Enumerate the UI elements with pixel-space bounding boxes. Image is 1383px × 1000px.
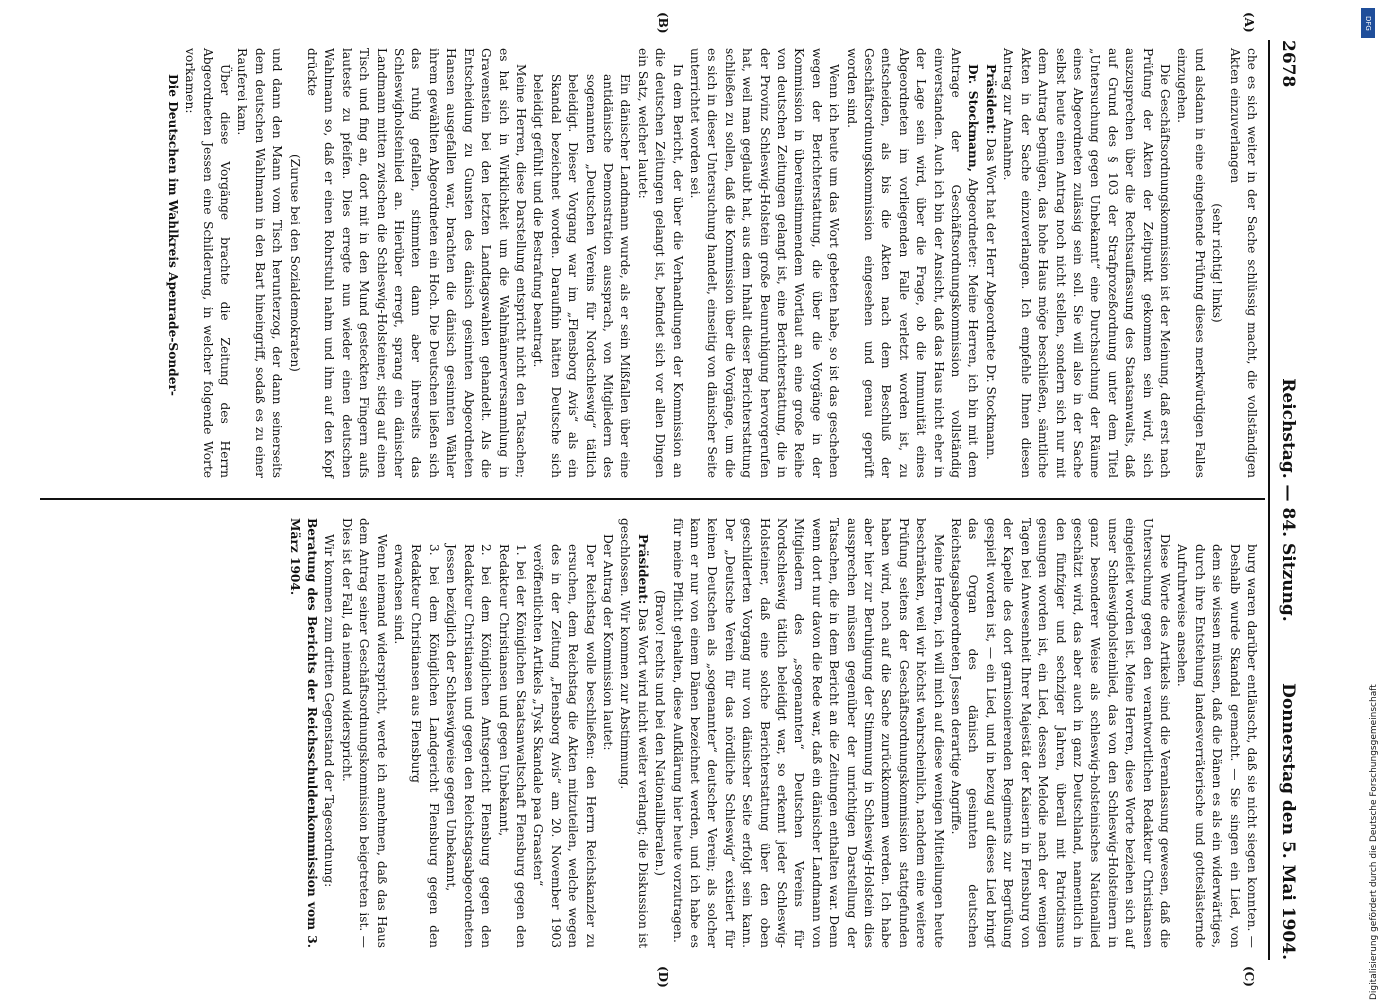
speaker-label: Präsident: <box>983 64 998 135</box>
header-rule <box>1268 40 1270 960</box>
paragraph: Abgeordneter: Meine Herren, ich bin mit dem Antrage der Geschäftsordnungskommission vollständig einverstanden. Auch ich bin der Ansicht, daß das Haus nicht eher in der Lage sein wird, über die Frage, ob die Immunität eines Abgeordneten im vorliegenden Falle verletzt worden ist, zu entscheiden, als bis die Akten nach dem Beschluß der Geschäftsordnungskommission eingesehen und genau geprüft worden sind. <box>844 48 981 479</box>
paragraph: Diese Worte des Artikels sind die Veranlassung gewesen, daß die Untersuchung gegen den verantwortlichen Redakteur Christiansen eingeleitet worden ist. Meine Herren, diese Worte beziehen sich auf unser Schleswigholsteinlied, das von den Schleswig-Holsteinern in ganz besonderer Weise als schleswig-holsteinisches Nationallied geschätzt wird, das aber auch in ganz Deutschland, namentlich in den fünfziger und sechziger Jahren, überall mit Patriotismus gesungen worden ist, ein Lied, dessen Melodie nach der wenigen Tagen bei Anwesenheit Ihrer Majestät der Kaiserin in Flensburg von der Kapelle des dort garnisonierenden Regiments zur Begrüßung gespielt worden ist, — ein Lied, und in bezug auf dieses Lied bringt das Organ des dänisch gesinnten deutschen Reichstagsabgeordneten Jessen derartige Angriffe. <box>949 518 1172 948</box>
margin-marker-a: (A) <box>1242 12 1256 33</box>
paragraph: Der Antrag der Kommission lautet: <box>600 534 615 751</box>
interjection: (sehr richtig! links) <box>1210 203 1225 323</box>
interjection: (Bravo! rechts und bei den Nationalliberalen.) <box>653 589 668 876</box>
speaker-label: Dr. Stockmann, <box>966 64 981 172</box>
paragraph: Meine Herren, diese Darstellung entspricht nicht den Tatsachen; es hat sich in Wirklichkeit um die Wahlmännerversammlung in Gravenstein bei den letzten Landtagswahlen gehandelt. Als die Entscheidung zu Gunsten des dänisch gesinnten Abgeordneten Hansen ausgefallen war, brachten die dänisch gesinnten Wähler ihrem gewählten Abgeordneten ein Hoch. Die Deutschen ließen sich das ruhig gefallen, stimmten dann aber ihrerseits das Schleswigholsteinlied an. Hierüber erregt, sprang ein dänischer Landmann mitten zwischen die Schleswig-Holsteiner, stieg auf einen Tisch und fing an, dort mit in den Mund gesteckten Fingern aufs lauteste zu pfeifen. Dies erregte nun wieder einen deutschen Wahlmann so, daß er einen Rohrstuhl nahm und ihm auf den Kopf drückte <box>305 48 528 478</box>
list-item: 1. bei der Königlichen Staatsanwaltschaft Flensburg gegen den Redakteur Christiansen und gegen Unbekannt, <box>496 544 528 948</box>
margin-marker-b: (B) <box>656 12 670 34</box>
paragraph: Meine Herren, ich will mich auf diese wenigen Mitteilungen heute beschränken, weil wir höchst wahrscheinlich, nachdem eine weitere Prüfung seitens der Geschäftsordnungskommission stattgefunden haben wird, noch auf die Sache zurückkommen werden. Ich habe aber hier zur Beruhigung der Stimmung in Schleswig-Holstein dies aussprechen müssen gegenüber der unrichtigen Darstellung der Tatsachen, die in dem Bericht an die Zeitungen enthalten war. Denn wenn dort nur davon die Rede war, daß ein dänischer Landmann von Mitgliedern des „sogenannten“ Deutschen Vereins für Nordschleswig tätlich beleidigt war, so erkennt jeder Schleswig-Holsteiner, daß eine solche Berichterstattung über den oben geschilderten Vorgang nur von dänischer Seite erfolgt sein kann. Der „Deutsche Verein für das nördliche Schleswig“ existiert für keinen Deutschen als „sogenannter“ deutscher Verein; als solcher kann er nur von einem Dänen bezeichnet werden, und ich habe es für meine Pflicht gehalten, diese Aufklärung hier heute vorzutragen. <box>670 518 946 948</box>
session-title: Reichstag. — 84. Sitzung. <box>1278 378 1298 622</box>
margin-marker-c: (C) <box>1242 966 1256 987</box>
list-item: 3. bei dem Königlichen Landgericht Flensburg gegen den Redakteur Christiansen aus Flensburg <box>409 544 441 948</box>
quotation: burg waren darüber entläuscht, daß sie nicht siegen konnten. — Deshalb wurde Skandal gemacht. — Sie singen ein Lied, von dem sie wissen müssen, daß die Dänen es als ein widerwärtiges, durch ihre Entstehung landesverräterische und gotteslästernde Aufruhrweise ansehen. <box>1175 544 1259 948</box>
paragraph: Die Geschäftsordnungskommission ist der Meinung, daß erst nach Prüfung der Akten der Zeitpunkt gekommen sein wird, sich auszusprechen über die Rechtsauffassung des Staatsanwalts, daß auf Grund des § 103 der Strafprozeßordnung unter dem Titel „Untersuchung gegen Unbekannt“ eine Durchsuchung der Räume eines Abgeordneten zulässig sein soll. Sie will also in der Sache selbst heute einen Antrag noch nicht stellen, sondern sich nur mit dem Antrag begnügen, das hohe Haus möge beschließen, sämtliche Akten in der Sache einzuverlangen. Ich empfehle Ihnen diesen Antrag zur Annahme. <box>1001 48 1172 478</box>
paragraph: Das Wort wird nicht weiter verlangt; die Diskussion ist geschlossen. Wir kommen zur Abstimmung. <box>618 518 650 949</box>
digitization-note: Digitalisierung gefördert durch die Deutsche Forschungsgemeinschaft <box>1369 684 1379 1000</box>
speaker-label: Präsident: <box>635 534 650 605</box>
running-header <box>1268 40 1302 960</box>
paragraph: Wenn ich heute um das Wort gebeten habe, so ist das geschehen wegen der Berichterstattung, die über die Vorgänge in der Kommission in übereinstimmendem Wortlaut an eine große Reihe von deutschen Zeitungen gelangt ist, eine Berichterstattung, die in der Provinz Schleswig-Holstein große Beunruhigung hervorgerufen hat, weil man geglaubt hat, aus dem Inhalt dieser Berichterstattung schließen zu sollen, daß die Kommission über die Vorgänge, um die es sich in dieser Untersuchung handelt, einseitig von dänischer Seite unterrichtet worden sei. <box>688 48 842 478</box>
agenda-item: Beratung des Berichts der Reichsschuldenkommission vom 3. März 1904. <box>287 518 320 948</box>
paragraph: Über diese Vorgänge brachte die Zeitung des Herrn Abgeordneten Jessen eine Schilderung, in welcher folgende Worte vorkamen: <box>183 48 233 478</box>
paragraph: Wir kommen zum dritten Gegenstand der Tagesordnung: <box>322 534 337 888</box>
page-number: 2678 <box>1278 40 1298 88</box>
paragraph: und dann den Mann vom Tisch herunterzog, der dann seinerseits dem deutschen Wahlmann in den Bart hineingriff, sodaß es zu einer Rauferei kam. <box>235 48 285 478</box>
paragraph: In dem Bericht, der über die Verhandlungen der Kommission an die deutschen Zeitungen gelangt ist, befindet sich vor allen Dingen ein Satz, welcher lautet: <box>635 48 685 478</box>
motion-text: Der Reichstag wolle beschließen: den Herrn Reichskanzler zu ersuchen, dem Reichstag die Akten mitzuteilen, welche wegen des in der Zeitung „Flensborg Avis“ am 20. November 1903 veröffentlichten Artikels „Tysk Skandale paa Graasten“ <box>531 544 598 948</box>
list-item: 2. bei dem Königlichen Amtsgericht Flensburg gegen den Redakteur Christiansen und gegen den Reichstagsabgeordneten Jessen bezüglich der Schleswigweise gegen Unbekannt, <box>444 544 494 948</box>
paragraph: Wenn niemand widerspricht, werde ich annehmen, daß das Haus dem Antrag seiner Geschäftsordnungskommission beigetreten ist. — Dies ist der Fall, da niemand widerspricht. <box>339 518 389 948</box>
column-divider <box>40 498 1265 500</box>
right-column <box>285 518 1260 948</box>
rotated-document-page <box>20 0 1320 1000</box>
paragraph: erwachsen sind. <box>392 544 407 645</box>
paragraph: Das Wort hat der Herr Abgeordnete Dr. Stockmann. <box>983 138 998 460</box>
paragraph: und alsdann in eine eingehende Prüfung dieses merkwürdigen Falles einzugehen. <box>1175 48 1207 478</box>
margin-marker-d: (D) <box>656 966 670 988</box>
session-date: Donnerstag den 5. Mai 1904. <box>1278 683 1298 960</box>
quotation: Ein dänischer Landmann wurde, als er sein Mißfallen über eine antidänische Demonstration aussprach, von Mitgliedern des sogenannten „Deutschen Vereins für Nordschleswig“ tätlich beleidigt. Dieser Vorgang war im „Flensborg Avis“ als ein Skandal bezeichnet worden. Daraufhin hätten Deutsche sich beleidigt gefühlt und die Bestrafung beantragt. <box>531 74 633 478</box>
quotation: Die Deutschen im Wahlkreis Apenrade-Sonder- <box>165 74 180 396</box>
interjection: (Zuruse bei den Sozialdemokraten) <box>287 154 302 372</box>
paragraph: che es sich weiter in der Sache schlüssig macht, die vollständigen Akten einzuverlangen <box>1227 48 1259 478</box>
left-column <box>163 48 1260 478</box>
dfg-logo: DFG <box>1361 8 1375 38</box>
